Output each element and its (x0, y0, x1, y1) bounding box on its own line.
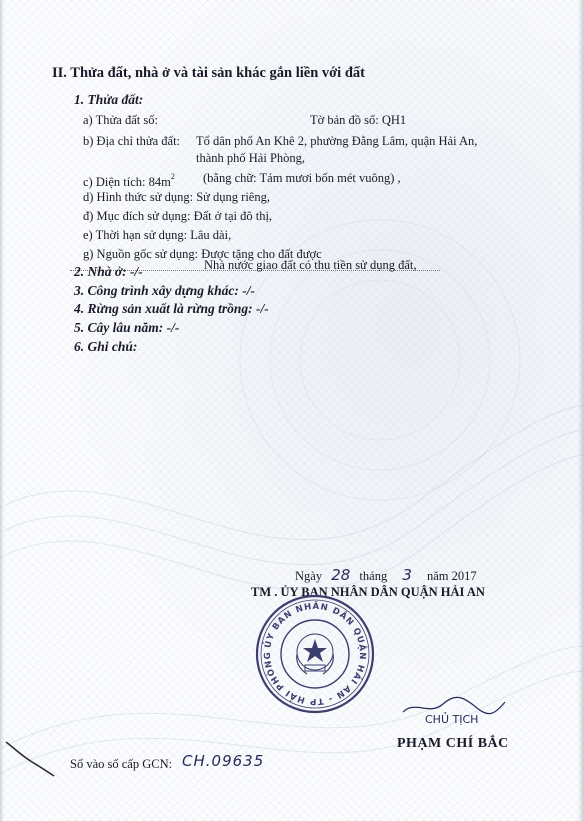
gcn-register-label: Số vào số cấp GCN: (70, 757, 173, 771)
parcel-address-label: b) Địa chỉ thửa đất: (83, 134, 181, 148)
area-unit-superscript: 2 (170, 172, 175, 181)
parcel-number-label: a) Thửa đất số: (83, 113, 158, 127)
signature-mark (395, 690, 510, 720)
parcel-area (83, 171, 175, 190)
date-month-word: tháng (359, 569, 388, 583)
svg-text:ỦY BAN NHÂN DÂN QUẬN HẢI AN -: ỦY BAN NHÂN DÂN QUẬN HẢI AN - TP HẢI PHÒNG (262, 601, 368, 707)
usage-origin: g) Nguồn gốc sử dụng: Được tặng cho đất được (83, 247, 322, 261)
national-emblem (297, 634, 334, 674)
parcel-heading: 1. Thửa đất: (74, 92, 144, 107)
date-prefix: Ngày (295, 569, 323, 583)
page-right-edge (578, 0, 584, 821)
gcn-register-number: CH.09635 (182, 752, 265, 770)
parcel-address-line1: Tổ dân phố An Khê 2, phường Đằng Lâm, quận Hải An, (196, 134, 478, 148)
usage-purpose: đ) Mục đích sử dụng: Đất ở tại đô thị, (83, 209, 273, 223)
official-seal (253, 592, 377, 716)
parcel-address-line2: thành phố Hải Phòng, (196, 151, 306, 165)
usage-term: e) Thời hạn sử dụng: Lâu dài, (83, 228, 232, 242)
parcel-area-label: c) Diện tích: 84m (83, 175, 171, 190)
usage-origin-continued: Nhà nước giao đất có thu tiền sử dụng đất, (204, 258, 417, 272)
map-sheet-number: Tờ bản đồ số: QH1 (310, 113, 407, 127)
signing-date (295, 568, 477, 584)
signer-name: PHẠM CHÍ BẮC (397, 736, 509, 751)
notes-item: 6. Ghi chú: (74, 339, 138, 354)
margin-ink-mark (4, 738, 56, 778)
usage-form: d) Hình thức sử dụng: Sử dụng riêng, (83, 190, 270, 204)
date-day: 28 (331, 566, 351, 584)
perennial-item: 5. Cây lâu năm: -/- (74, 320, 180, 335)
house-item: 2. Nhà ở: -/- (74, 264, 143, 279)
signing-authority: TM . ỦY BAN NHÂN DÂN QUẬN HẢI AN (251, 585, 485, 599)
page-left-edge (0, 0, 4, 821)
construction-item: 3. Công trình xây dựng khác: -/- (74, 283, 255, 298)
section-title: II. Thửa đất, nhà ở và tài sản khác gắn liền với đất (52, 65, 365, 81)
date-year: năm 2017 (427, 569, 477, 583)
forest-item: 4. Rừng sản xuất là rừng trồng: -/- (74, 301, 269, 316)
date-month: 3 (402, 566, 412, 584)
signer-role: CHỦ TỊCH (425, 713, 479, 726)
parcel-area-words: (bằng chữ: Tám mươi bốn mét vuông) , (203, 171, 401, 185)
